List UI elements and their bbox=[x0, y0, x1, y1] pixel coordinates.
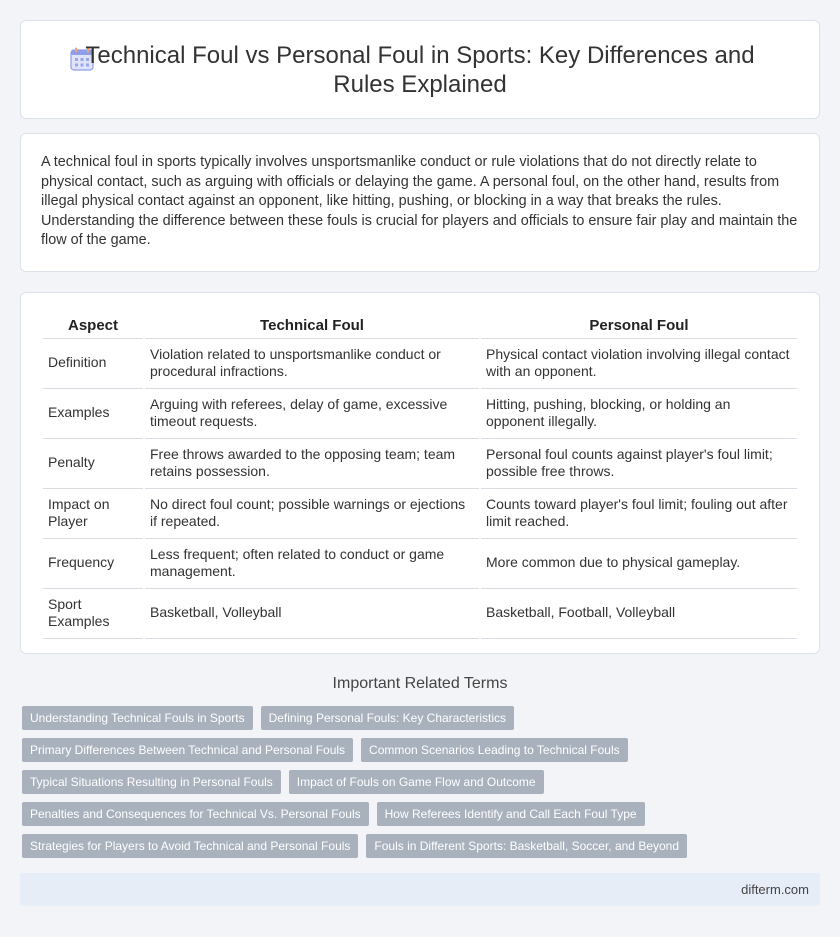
row-technical: Less frequent; often related to conduct or game management. bbox=[145, 539, 479, 589]
related-terms-list bbox=[22, 706, 822, 866]
tag-row bbox=[22, 706, 822, 730]
table-header-row bbox=[43, 317, 797, 339]
row-aspect: Examples bbox=[43, 389, 143, 439]
tag-row bbox=[22, 802, 822, 826]
related-terms-title: Important Related Terms bbox=[332, 675, 508, 692]
related-term-link[interactable]: Typical Situations Resulting in Personal Fouls bbox=[22, 770, 281, 794]
row-aspect: Impact on Player bbox=[43, 489, 143, 539]
row-aspect: Sport Examples bbox=[43, 589, 143, 639]
row-aspect: Definition bbox=[43, 339, 143, 389]
table-row bbox=[43, 439, 797, 489]
table-row bbox=[43, 339, 797, 389]
header-aspect: Aspect bbox=[43, 317, 143, 339]
related-term-link[interactable]: Understanding Technical Fouls in Sports bbox=[22, 706, 253, 730]
row-personal: Personal foul counts against player's foul limit; possible free throws. bbox=[481, 439, 797, 489]
related-term-link[interactable]: Strategies for Players to Avoid Technical and Personal Fouls bbox=[22, 834, 358, 858]
header-personal-foul: Personal Foul bbox=[481, 317, 797, 339]
row-personal: Hitting, pushing, blocking, or holding an opponent illegally. bbox=[481, 389, 797, 439]
intro-card bbox=[20, 133, 820, 272]
footer-site-link[interactable]: difterm.com bbox=[741, 882, 809, 897]
comparison-table bbox=[41, 317, 799, 639]
related-term-link[interactable]: Penalties and Consequences for Technical Vs. Personal Fouls bbox=[22, 802, 369, 826]
table-row bbox=[43, 389, 797, 439]
related-term-link[interactable]: How Referees Identify and Call Each Foul Type bbox=[377, 802, 645, 826]
row-personal: More common due to physical gameplay. bbox=[481, 539, 797, 589]
table-row bbox=[43, 589, 797, 639]
row-personal: Basketball, Football, Volleyball bbox=[481, 589, 797, 639]
row-personal: Counts toward player's foul limit; fouling out after limit reached. bbox=[481, 489, 797, 539]
tag-row bbox=[22, 770, 822, 794]
row-technical: Free throws awarded to the opposing team; team retains possession. bbox=[145, 439, 479, 489]
row-personal: Physical contact violation involving illegal contact with an opponent. bbox=[481, 339, 797, 389]
related-term-link[interactable]: Common Scenarios Leading to Technical Fouls bbox=[361, 738, 628, 762]
tag-row bbox=[22, 738, 822, 762]
tag-row bbox=[22, 834, 822, 858]
header-card bbox=[20, 20, 820, 119]
header-technical-foul: Technical Foul bbox=[145, 317, 479, 339]
row-technical: No direct foul count; possible warnings or ejections if repeated. bbox=[145, 489, 479, 539]
intro-paragraph: A technical foul in sports typically involves unsportsmanlike conduct or rule violations that do not directly relate to physical contact, such as arguing with officials or delaying the game. A personal foul, on the other hand, results from illegal physical contact against an opponent, like hitting, pushing, or blocking in a way that breaks the rules. Understanding the difference between these fouls is crucial for players and officials to ensure fair play and maintain the flow of the game. bbox=[41, 154, 798, 248]
related-term-link[interactable]: Impact of Fouls on Game Flow and Outcome bbox=[289, 770, 544, 794]
comparison-table-card bbox=[20, 292, 820, 654]
table-row bbox=[43, 489, 797, 539]
row-technical: Violation related to unsportsmanlike conduct or procedural infractions. bbox=[145, 339, 479, 389]
footer-bar bbox=[20, 873, 820, 906]
page-title: Technical Foul vs Personal Foul in Sports: Key Differences and Rules Explained bbox=[85, 41, 755, 98]
row-technical: Basketball, Volleyball bbox=[145, 589, 479, 639]
row-aspect: Penalty bbox=[43, 439, 143, 489]
related-term-link[interactable]: Primary Differences Between Technical and Personal Fouls bbox=[22, 738, 353, 762]
table-row bbox=[43, 539, 797, 589]
related-term-link[interactable]: Defining Personal Fouls: Key Characteristics bbox=[261, 706, 514, 730]
related-term-link[interactable]: Fouls in Different Sports: Basketball, Soccer, and Beyond bbox=[366, 834, 687, 858]
row-aspect: Frequency bbox=[43, 539, 143, 589]
row-technical: Arguing with referees, delay of game, excessive timeout requests. bbox=[145, 389, 479, 439]
